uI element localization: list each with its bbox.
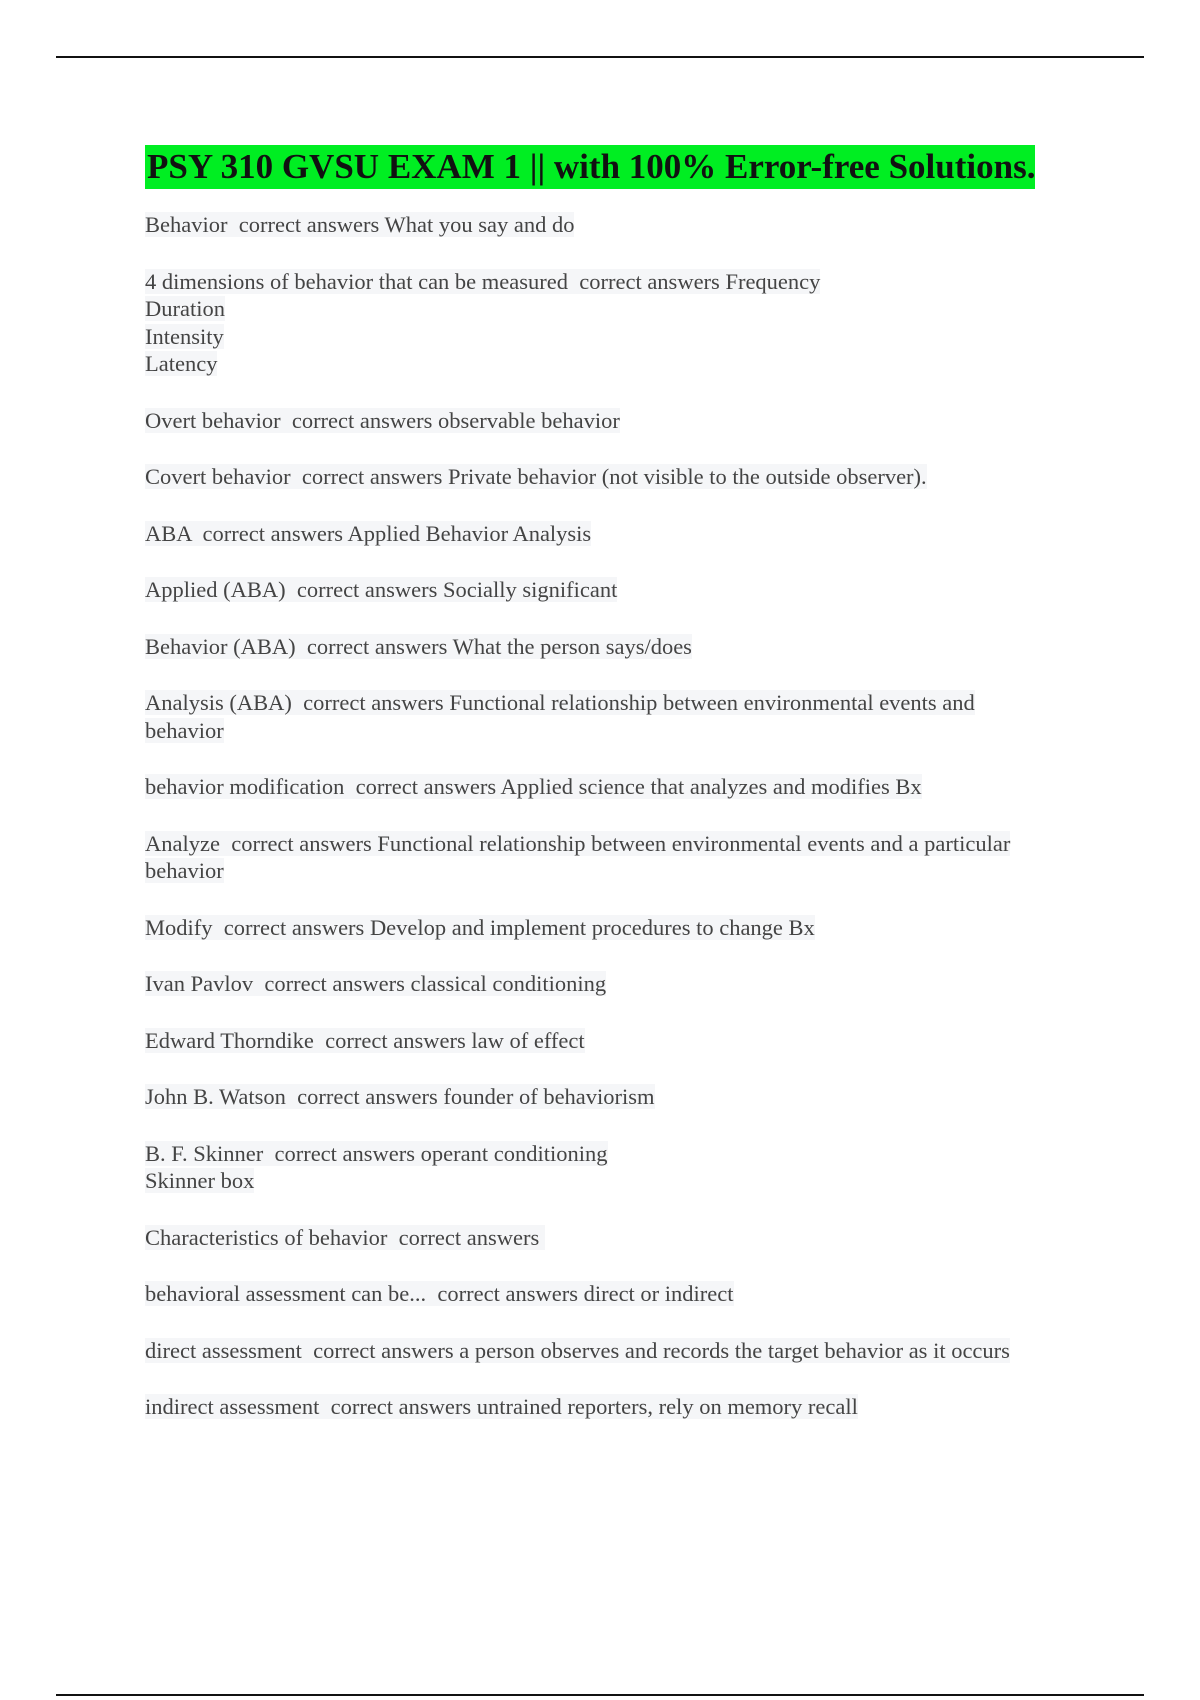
qa-entry (145, 633, 1095, 661)
qa-answer: Applied Behavior Analysis (347, 520, 592, 546)
qa-term: B. F. Skinner (145, 1140, 264, 1166)
qa-entry (145, 914, 1095, 942)
qa-first-line (145, 633, 1091, 661)
qa-answer-marker: correct answers (274, 1140, 416, 1166)
qa-answer-marker: correct answers (437, 1281, 578, 1306)
qa-entry (145, 773, 1095, 801)
qa-continuation-text: Duration (145, 296, 225, 321)
qa-term: behavior modification (145, 774, 345, 799)
qa-entry (145, 407, 1095, 435)
qa-answer: Develop and implement procedures to change Bx (369, 914, 815, 940)
header-rule (56, 56, 1144, 58)
qa-answer: law of effect (471, 1027, 585, 1053)
qa-first-line (145, 1027, 1091, 1055)
qa-term: Edward Thorndike (145, 1027, 314, 1053)
qa-first-line (145, 576, 1091, 604)
qa-term: Applied (ABA) (145, 577, 286, 602)
qa-answer: untrained reporters, rely on memory recall (476, 1394, 858, 1419)
qa-first-line (145, 773, 1091, 801)
qa-answer-marker: correct answers (223, 914, 365, 940)
qa-entry (145, 211, 1095, 239)
qa-first-line (145, 970, 1091, 998)
qa-continuation-line (145, 1167, 1091, 1195)
qa-first-line (145, 463, 1091, 491)
qa-term: John B. Watson (145, 1084, 286, 1109)
qa-answer: a person observes and records the target behavior as it occurs (459, 1337, 1010, 1363)
qa-first-line (145, 520, 1091, 548)
qa-term: indirect assessment (145, 1394, 320, 1419)
qa-answer: What the person says/does (452, 633, 692, 659)
qa-continuation-text: Skinner box (145, 1168, 255, 1193)
qa-term: Analyze (145, 830, 220, 856)
qa-answer: Private behavior (not visible to the outside observer). (448, 464, 927, 489)
qa-answer: direct or indirect (583, 1281, 734, 1306)
qa-answer: Socially significant (443, 577, 618, 602)
qa-first-line (145, 1393, 1091, 1421)
qa-continuation-line (145, 350, 1091, 378)
qa-entry (145, 1280, 1095, 1308)
qa-term: Overt behavior (145, 407, 281, 433)
qa-answer-marker: correct answers (579, 268, 720, 294)
qa-first-line (145, 914, 1091, 942)
qa-answer-marker: correct answers (297, 1084, 438, 1109)
qa-answer-marker: correct answers (313, 1337, 454, 1363)
qa-term: Behavior (145, 212, 228, 237)
qa-answer: observable behavior (438, 407, 620, 433)
qa-answer-marker: correct answers (306, 633, 448, 659)
qa-answer: Functional relationship between environmental events and (449, 690, 975, 715)
qa-answer: What you say and do (384, 212, 575, 237)
qa-first-line (145, 830, 1091, 858)
qa-answer: Applied science that analyzes and modifies Bx (500, 774, 922, 799)
qa-answer-marker: correct answers (231, 830, 372, 856)
qa-first-line (145, 407, 1091, 435)
qa-list (145, 211, 1095, 1421)
qa-first-line (145, 268, 1091, 296)
qa-continuation-line (145, 323, 1091, 351)
qa-answer-marker: correct answers (202, 520, 344, 546)
qa-answer-marker: correct answers (303, 690, 444, 715)
qa-answer: founder of behaviorism (443, 1084, 655, 1109)
qa-entry (145, 268, 1095, 378)
qa-entry (145, 1140, 1095, 1195)
qa-answer: Frequency (725, 268, 821, 294)
qa-answer-marker: correct answers (238, 212, 380, 237)
qa-answer: operant conditioning (420, 1140, 608, 1166)
qa-continuation-text: Latency (145, 351, 218, 376)
qa-entry (145, 1337, 1095, 1365)
qa-term: Covert behavior (145, 464, 291, 489)
qa-first-line (145, 1083, 1091, 1111)
qa-first-line (145, 211, 1091, 239)
qa-first-line (145, 1280, 1091, 1308)
qa-entry (145, 1027, 1095, 1055)
qa-entry (145, 520, 1095, 548)
qa-term: 4 dimensions of behavior that can be measured (145, 268, 568, 294)
qa-term: ABA (145, 520, 192, 546)
footer-rule (56, 1694, 1144, 1696)
qa-answer-marker: correct answers (301, 464, 443, 489)
qa-continuation-text: behavior (145, 717, 224, 743)
qa-continuation-text: behavior (145, 858, 224, 883)
qa-first-line (145, 1140, 1091, 1168)
qa-answer-marker: correct answers (264, 971, 405, 996)
document-body (145, 145, 1095, 1450)
qa-term: behavioral assessment can be... (145, 1281, 427, 1306)
qa-term: Analysis (ABA) (145, 690, 292, 715)
qa-answer-marker: correct answers (325, 1027, 466, 1053)
qa-entry (145, 576, 1095, 604)
qa-first-line (145, 1224, 1091, 1252)
qa-term: Ivan Pavlov (145, 971, 254, 996)
qa-continuation-text: Intensity (145, 323, 224, 349)
qa-answer-marker: correct answers (330, 1394, 472, 1419)
qa-continuation-line (145, 857, 1091, 885)
qa-answer-marker: correct answers (398, 1224, 540, 1250)
qa-term: Characteristics of behavior (145, 1224, 388, 1250)
qa-answer: classical conditioning (410, 971, 607, 996)
qa-entry (145, 1224, 1095, 1252)
document-title: PSY 310 GVSU EXAM 1 || with 100% Error-free Solutions. (145, 145, 1035, 189)
qa-answer: Functional relationship between environmental events and a particular (377, 830, 1011, 856)
qa-term: direct assessment (145, 1337, 302, 1363)
qa-answer-marker: correct answers (355, 774, 497, 799)
qa-entry (145, 463, 1095, 491)
qa-entry (145, 689, 1095, 744)
qa-entry (145, 970, 1095, 998)
qa-entry (145, 830, 1095, 885)
qa-answer-marker: correct answers (296, 577, 438, 602)
qa-term: Behavior (ABA) (145, 633, 296, 659)
qa-entry (145, 1083, 1095, 1111)
qa-answer-marker: correct answers (291, 407, 433, 433)
qa-first-line (145, 689, 1091, 717)
qa-continuation-line (145, 717, 1091, 745)
qa-first-line (145, 1337, 1091, 1365)
qa-term: Modify (145, 914, 213, 940)
qa-entry (145, 1393, 1095, 1421)
qa-continuation-line (145, 295, 1091, 323)
